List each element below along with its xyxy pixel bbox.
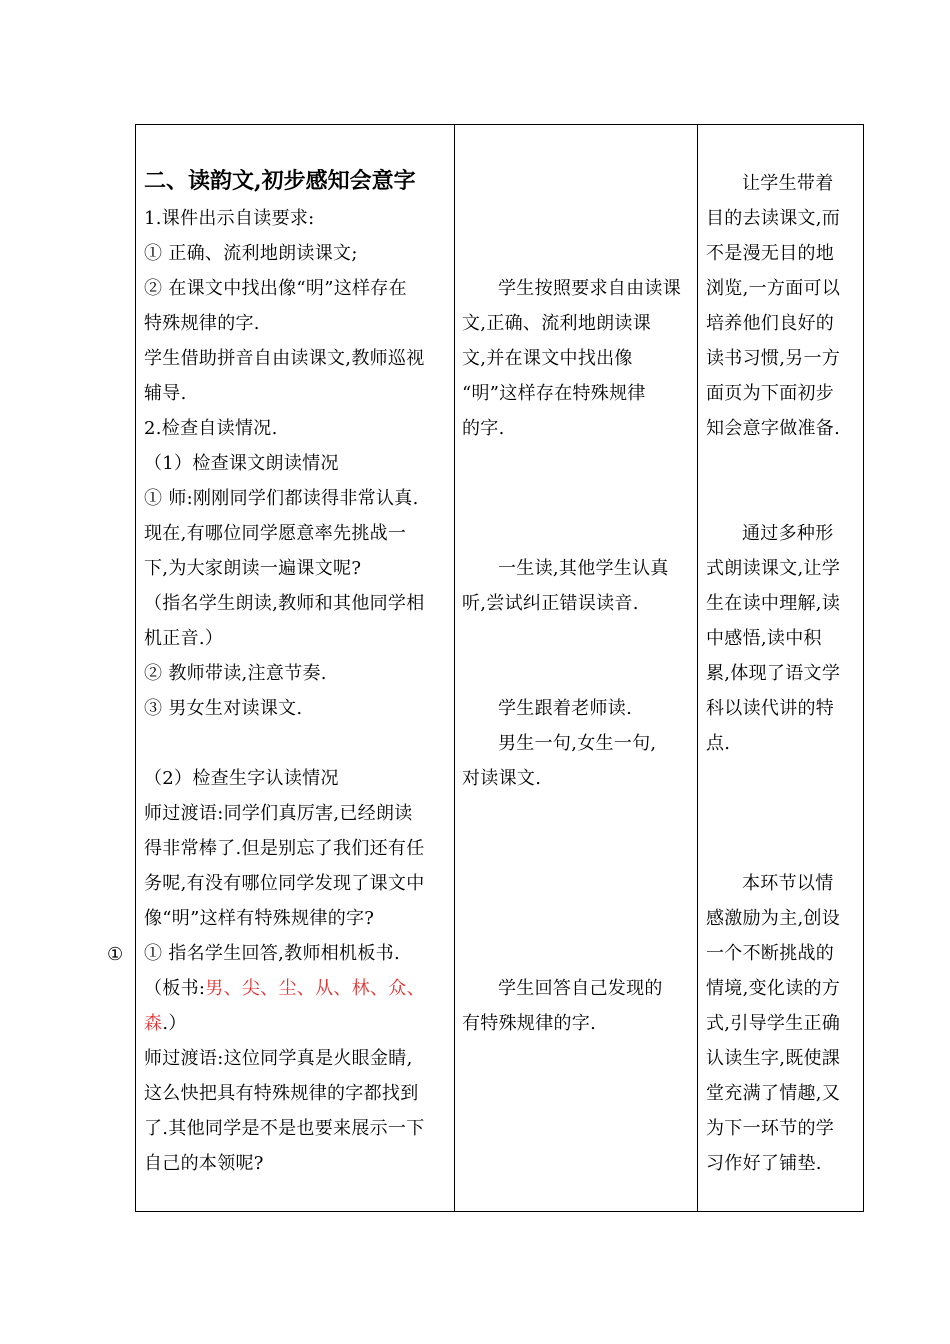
text-line: 男生一句,女生一句,: [498, 733, 657, 754]
column-divider: [697, 125, 698, 1211]
text-line: 情境,变化读的方: [706, 978, 841, 999]
text-line: 一个不断挑战的: [706, 943, 835, 964]
text-line: 像“明”这样有特殊规律的字?: [144, 908, 375, 929]
text-line: 为下一环节的学: [706, 1118, 835, 1139]
text-line: 现在,有哪位同学愿意率先挑战一: [144, 523, 407, 544]
text-line: 听,尝试纠正错误读音.: [462, 593, 639, 614]
text-line: （1）检查课文朗读情况: [144, 453, 339, 474]
board-line: [144, 977, 450, 1001]
text-line: 的字.: [462, 418, 505, 439]
text-line: 点.: [706, 733, 731, 754]
text-line: 辅导.: [144, 383, 187, 404]
board-suffix: .）: [162, 1013, 187, 1034]
lesson-plan-table: [135, 124, 864, 1212]
text-line: （2）检查生字认读情况: [144, 768, 339, 789]
text-line: ① 指名学生回答,教师相机板书.: [144, 943, 400, 964]
text-line: 累,体现了语文学: [706, 663, 841, 684]
text-line: 不是漫无目的地: [706, 243, 835, 264]
text-line: 机正音.）: [144, 628, 224, 649]
text-line: ③ 男女生对读课文.: [144, 698, 303, 719]
text-line: 1.课件出示自读要求:: [144, 208, 315, 229]
text-line: 学生跟着老师读.: [498, 698, 633, 719]
text-line: 科以读代讲的特: [706, 698, 835, 719]
text-line: 面页为下面初步: [706, 383, 835, 404]
text-line: 了.其他同学是不是也要来展示一下: [144, 1118, 425, 1139]
text-line: 对读课文.: [462, 768, 542, 789]
text-line: 学生回答自己发现的: [498, 978, 663, 999]
text-line: ① 师:刚刚同学们都读得非常认真.: [144, 488, 419, 509]
text-line: 文,正确、流利地朗读课: [462, 313, 652, 334]
text-line: 师过渡语:同学们真厉害,已经朗读: [144, 803, 413, 824]
text-line: 这么快把具有特殊规律的字都找到: [144, 1083, 419, 1104]
text-line: 目的去读课文,而: [706, 208, 841, 229]
text-line: 生在读中理解,读: [706, 593, 841, 614]
text-line: 读书习惯,另一方: [706, 348, 841, 369]
section-heading: 二、读韵文,初步感知会意字: [144, 168, 416, 194]
board-chars: 男、尖、尘、从、林、众、: [205, 978, 425, 999]
text-line: ② 在课文中找出像“明”这样存在: [144, 278, 407, 299]
text-line: 浏览,一方面可以: [706, 278, 841, 299]
text-line: 自己的本领呢?: [144, 1153, 264, 1174]
text-line: 通过多种形: [742, 523, 834, 544]
text-line: 2.检查自读情况.: [144, 418, 278, 439]
board-line: [144, 1012, 450, 1036]
text-line: 下,为大家朗读一遍课文呢?: [144, 558, 362, 579]
board-chars: 森: [144, 1013, 163, 1034]
text-line: 让学生带着: [742, 173, 834, 194]
text-line: “明”这样存在特殊规律: [462, 383, 646, 404]
text-line: 有特殊规律的字.: [462, 1013, 597, 1034]
text-line: 式朗读课文,让学: [706, 558, 841, 579]
text-line: 一生读,其他学生认真: [498, 558, 669, 579]
text-line: 学生按照要求自由读课: [498, 278, 681, 299]
text-line: 知会意字做准备.: [706, 418, 841, 439]
text-line: 中感悟,读中积: [706, 628, 822, 649]
column-divider: [454, 125, 455, 1211]
text-line: 式,引导学生正确: [706, 1013, 841, 1034]
text-line: （指名学生朗读,教师和其他同学相: [144, 593, 425, 614]
text-line: 培养他们良好的: [706, 313, 835, 334]
text-line: 本环节以情: [742, 873, 834, 894]
text-line: 认读生字,既使課: [706, 1048, 841, 1069]
text-line: 特殊规律的字.: [144, 313, 260, 334]
text-line: 堂充满了情趣,又: [706, 1083, 841, 1104]
text-line: 学生借助拼音自由读课文,教师巡视: [144, 348, 425, 369]
margin-marker: ①: [107, 944, 124, 965]
text-line: 得非常棒了.但是别忘了我们还有任: [144, 838, 425, 859]
text-line: ① 正确、流利地朗读课文;: [144, 243, 358, 264]
board-prefix: （板书:: [144, 978, 206, 999]
text-line: 感激励为主,创设: [706, 908, 841, 929]
text-line: 文,并在课文中找出像: [462, 348, 633, 369]
text-line: 务呢,有没有哪位同学发现了课文中: [144, 873, 425, 894]
text-line: 师过渡语:这位同学真是火眼金睛,: [144, 1048, 413, 1069]
text-line: ② 教师带读,注意节奏.: [144, 663, 327, 684]
text-line: 习作好了铺垫.: [706, 1153, 822, 1174]
